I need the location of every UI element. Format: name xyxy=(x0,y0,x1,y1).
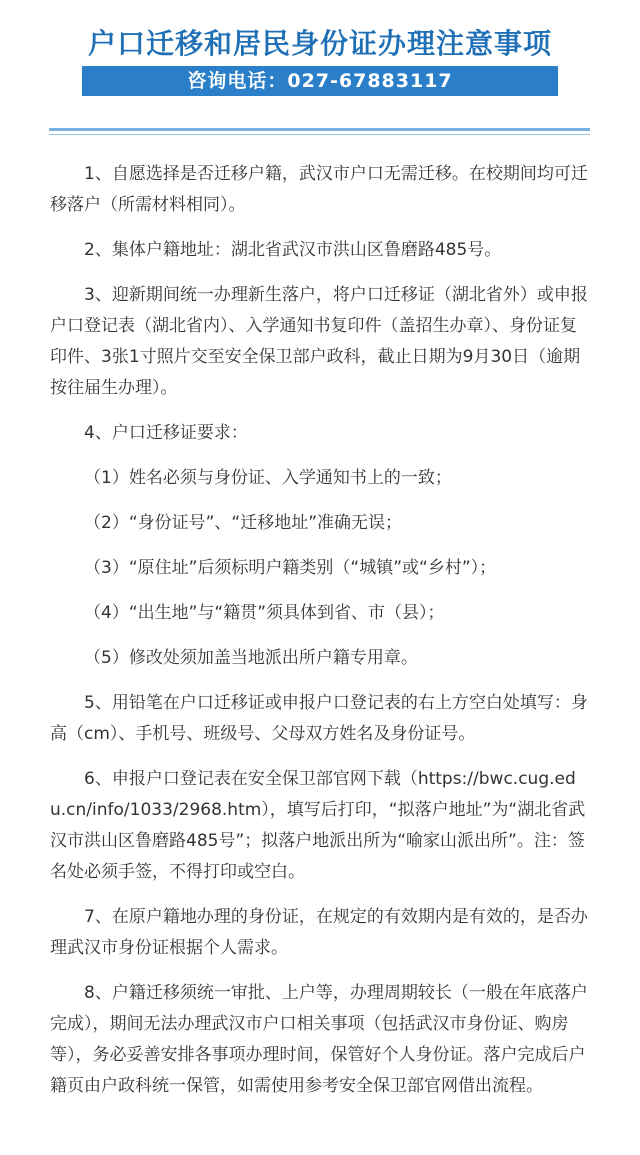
notice-item-2: 2、集体户籍地址：湖北省武汉市洪山区鲁磨路485号。 xyxy=(84,240,502,260)
notice-item-6: 6、申报户口登记表在安全保卫部官网下载（https://bwc.cug.edu.cn/info/1033/2968.htm），填写后打印，“拟落户地址”为“湖北省武汉市洪山区鲁磨路485号”；拟落户地派出所为“喻家山派出所”。注：签名处必须手签，不得打印或空白。 xyxy=(50,769,586,882)
divider-thin xyxy=(49,134,590,135)
phone-banner: 咨询电话：027-67883117 xyxy=(82,66,558,96)
notice-item-5: 5、用铅笔在户口迁移证或申报户口登记表的右上方空白处填写：身高（cm）、手机号、班级号、父母双方姓名及身份证号。 xyxy=(50,693,588,744)
notice-subitem-4: （4）“出生地”与“籍贯”须具体到省、市（县）； xyxy=(84,603,445,623)
notice-subitem-1: （1）姓名必须与身份证、入学通知书上的一致； xyxy=(84,468,452,488)
notice-body xyxy=(50,159,590,1116)
notice-subitem-2: （2）“身份证号”、“迁移地址”准确无误； xyxy=(84,513,403,533)
notice-subitem-3: （3）“原住址”后须标明户籍类别（“城镇”或“乡村”）； xyxy=(84,558,497,578)
notice-item-1: 1、自愿选择是否迁移户籍，武汉市户口无需迁移。在校期间均可迁移落户（所需材料相同）。 xyxy=(50,164,588,215)
notice-item-3: 3、迎新期间统一办理新生落户，将户口迁移证（湖北省外）或申报户口登记表（湖北省内）、入学通知书复印件（盖招生办章）、身份证复印件、3张1寸照片交至安全保卫部户政科，截止日期为9月30日（逾期按往届生办理）。 xyxy=(50,285,588,398)
notice-subitem-5: （5）修改处须加盖当地派出所户籍专用章。 xyxy=(84,648,418,668)
notice-item-8: 8、户籍迁移须统一审批、上户等，办理周期较长（一般在年底落户完成），期间无法办理武汉市户口相关事项（包括武汉市身份证、购房等），务必妥善安排各事项办理时间，保管好个人身份证。落户完成后户籍页由户政科统一保管，如需使用参考安全保卫部官网借出流程。 xyxy=(50,983,588,1096)
page-title: 户口迁移和居民身份证办理注意事项 xyxy=(87,27,552,60)
notice-item-7: 7、在原户籍地办理的身份证，在规定的有效期内是有效的，是否办理武汉市身份证根据个人需求。 xyxy=(50,907,588,958)
divider-thick xyxy=(49,128,590,131)
notice-item-4: 4、户口迁移证要求： xyxy=(84,423,248,443)
